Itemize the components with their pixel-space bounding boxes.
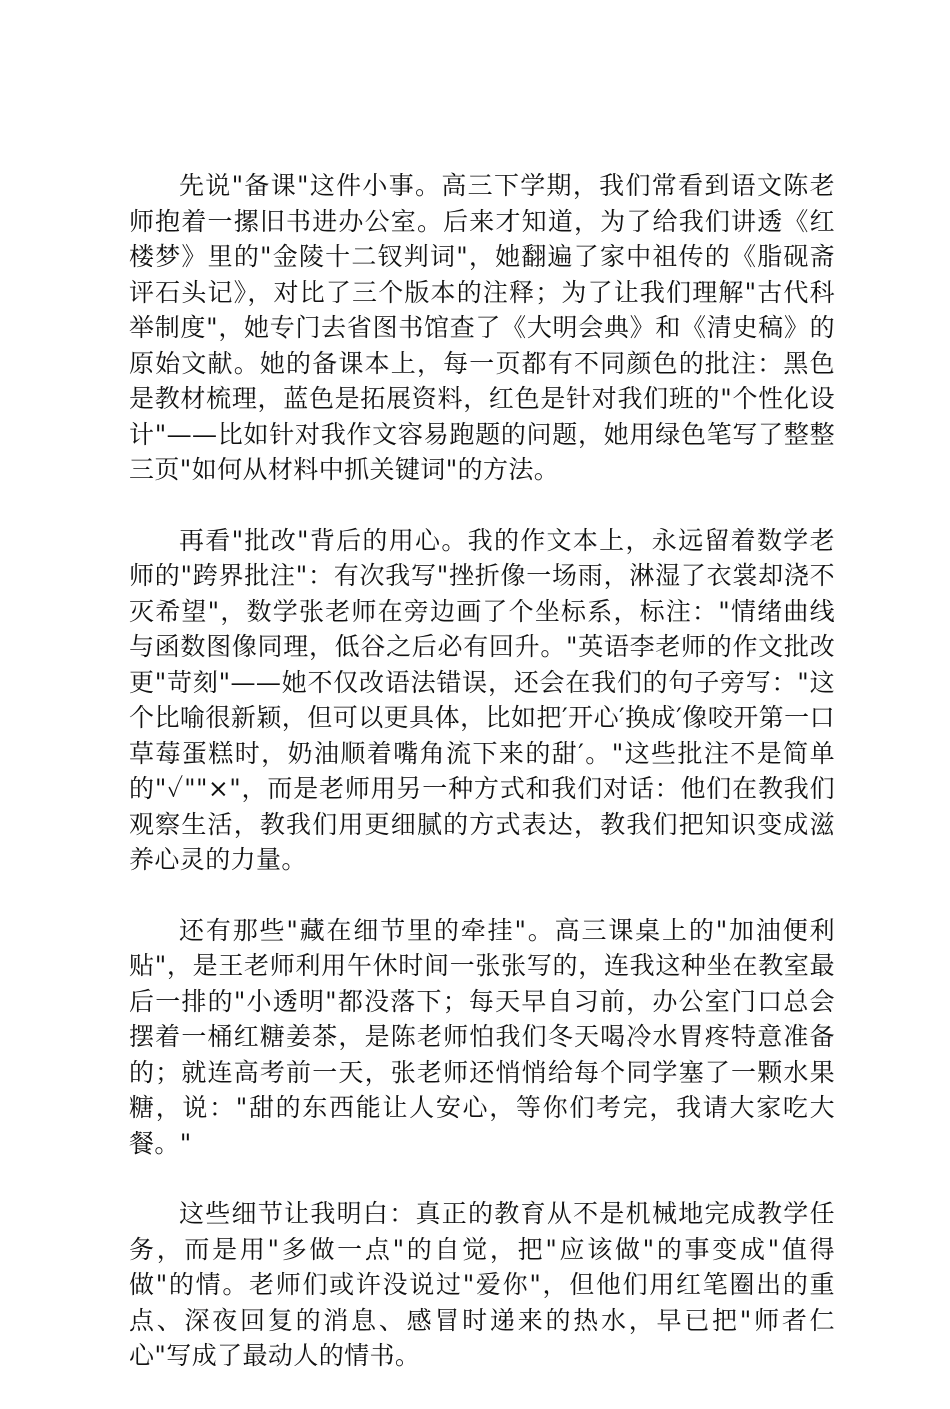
paragraph-conclusion: 这些细节让我明白：真正的教育从不是机械地完成教学任务，而是用"多做一点"的自觉，把"应该做"的事变成"值得做"的情。老师们或许没说过"爱你"，但他们用红笔圈出的重点、深夜回复的消息、感冒时递来的热水，早已把"师者仁心"写成了最动人的情书。 — [129, 1199, 835, 1370]
paragraph-grading: 再看"批改"背后的用心。我的作文本上，永远留着数学老师的"跨界批注"：有次我写"挫折像一场雨，淋湿了衣裳却浇不灭希望"，数学张老师在旁边画了个坐标系，标注："情绪曲线与函数图像同理，低谷之后必有回升。"英语李老师的作文批改更"苛刻"——她不仅改语法错误，还会在我们的句子旁写："这个比喻很新颖，但可以更具体，比如把′开心′换成′像咬开第一口草莓蛋糕时，奶油顺着嘴角流下来的甜′。"这些批注不是简单的"✓""×"，而是老师用另一种方式和我们对话：他们在教我们观察生活，教我们用更细腻的方式表达，教我们把知识变成滋养心灵的力量。 — [129, 525, 835, 874]
paragraph-preparation: 先说"备课"这件小事。高三下学期，我们常看到语文陈老师抱着一摞旧书进办公室。后来才知道，为了给我们讲透《红楼梦》里的"金陵十二钗判词"，她翻遍了家中祖传的《脂砚斋评石头记》，对比了三个版本的注释；为了让我们理解"古代科举制度"，她专门去省图书馆查了《大明会典》和《清史稿》的原始文献。她的备课本上，每一页都有不同颜色的批注：黑色是教材梳理，蓝色是拓展资料，红色是针对我们班的"个性化设计"——比如针对我作文容易跑题的问题，她用绿色笔写了整整三页"如何从材料中抓关键词"的方法。 — [129, 171, 835, 484]
document-body — [129, 168, 835, 1409]
paragraph-details: 还有那些"藏在细节里的牵挂"。高三课桌上的"加油便利贴"，是王老师利用午休时间一张张写的，连我这种坐在教室最后一排的"小透明"都没落下；每天早自习前，办公室门口总会摆着一桶红糖姜茶，是陈老师怕我们冬天喝冷水胃疼特意准备的；就连高考前一天，张老师还悄悄给每个同学塞了一颗水果糖，说："甜的东西能让人安心，等你们考完，我请大家吃大餐。" — [129, 915, 835, 1158]
